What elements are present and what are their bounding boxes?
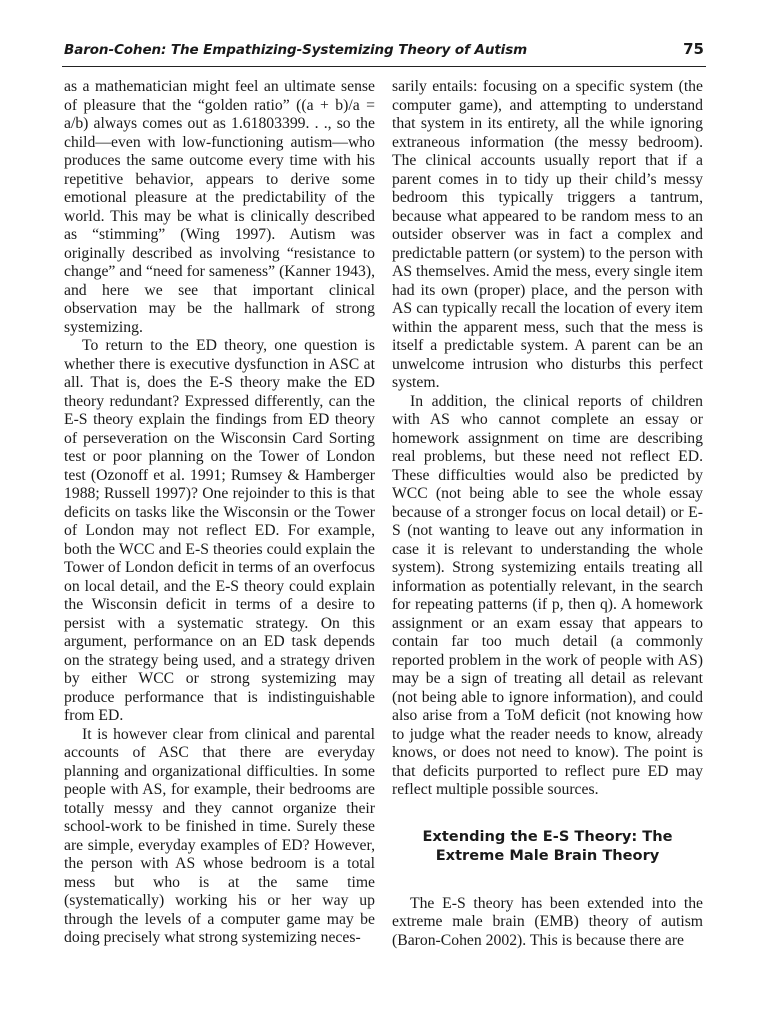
paragraph: The E-S theory has been extended into the extreme male brain (EMB) theory of autism (Baron-Cohen 2002). This is because there are [392,894,703,949]
paragraph: sarily entails: focusing on a specific system (the computer game), and attempting to understand that system in its entirety, all the while ignoring extraneous information (the messy bedroom). The clinical accounts usually report that if a parent comes in to tidy up their child’s messy bedroom this typically triggers a tantrum, because what appeared to be random mess to an outsider observer was in fact a complex and predictable pattern (or system) to the person with AS themselves. Amid the mess, every single item had its own (proper) place, and the person with AS can typically recall the location of every item within the apparent mess, such that the mess is itself a predictable system. A parent can be an unwelcome intrusion who disturbs this perfect system. [392,78,703,391]
paragraph: It is however clear from clinical and parental accounts of ASC that there are everyday planning and organizational difficulties. In some people with AS, for example, their bedrooms are totally messy and they cannot organize their school-work to be finished in time. Surely these are simple, everyday examples of ED? However, the person with AS whose bedroom is a total mess but who is at the same time (systematically) working his or her way up through the levels of a computer game may be doing precisely what strong systemizing neces- [64,725,375,946]
section-heading-line: Extreme Male Brain Theory [435,846,660,864]
page-number: 75 [683,40,704,58]
running-head-title: Baron-Cohen: The Empathizing-Systemizing Theory of Autism [64,42,528,58]
right-column [392,78,703,950]
paragraph: as a mathematician might feel an ultimate sense of pleasure that the “golden ratio” ((a + b)/a = a/b) always comes out as 1.61803399. . ., so the child—even with low-functioning autism—who produces the same outcome every time with his repetitive behavior, appears to derive some emotional pleasure at the predictability of the world. This may be what is clinically described as “stimming” (Wing 1997). Autism was originally described as involving “resistance to change” and “need for sameness” (Kanner 1943), and here we see that important clinical observation may be the hallmark of strong systemizing. [64,78,375,336]
left-column [64,78,375,948]
section-heading-line: Extending the E-S Theory: The [422,827,673,845]
header-rule [62,66,706,67]
section-heading [392,827,703,865]
paragraph: To return to the ED theory, one question is whether there is executive dysfunction in ASC at all. That is, does the E-S theory make the ED theory redundant? Expressed differently, can the E-S theory explain the findings from ED theory of perseveration on the Wisconsin Card Sorting test or poor planning on the Tower of London test (Ozonoff et al. 1991; Rumsey & Hamberger 1988; Russell 1997)? One rejoinder to this is that deficits on tasks like the Wisconsin or the Tower of London may not reflect ED. For example, both the WCC and E-S theories could explain the Tower of London deficit in terms of an overfocus on local detail, and the E-S theory could explain the Wisconsin deficit in terms of a desire to persist with a systematic strategy. On this argument, performance on an ED task depends on the strategy being used, and a strategy driven by either WCC or strong systemizing may produce performance that is indistinguishable from ED. [64,337,375,724]
paragraph: In addition, the clinical reports of children with AS who cannot complete an essay or homework assignment on time are describing real problems, but these need not reflect ED. These difficulties would also be predicted by WCC (not being able to see the whole essay because of a stronger focus on local detail) or E-S (not wanting to leave out any information in case it is relevant to understanding the whole system). Strong systemizing entails treating all information as potentially relevant, in the search for repeating patterns (if p, then q). A homework assignment or an exam essay that appears to contain far too much detail (a commonly reported problem in the work of people with AS) may be a sign of treating all detail as relevant (not being able to ignore information), and could also arise from a ToM deficit (not knowing how to judge what the reader needs to know, already knows, or does not need to know). The point is that deficits purported to reflect pure ED may reflect multiple possible sources. [392,392,703,798]
